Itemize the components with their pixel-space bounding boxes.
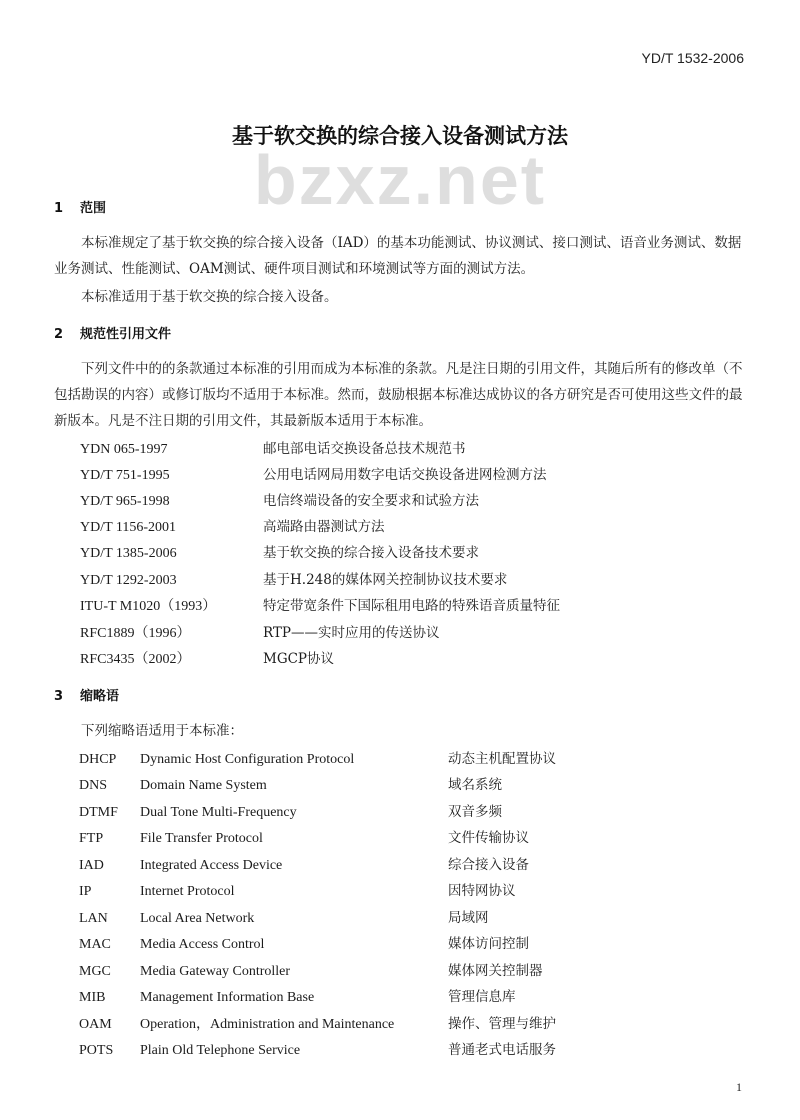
section-title: 规范性引用文件 — [80, 327, 172, 342]
reference-row: YD/T 1156-2001 高端路由器测试方法 — [80, 519, 385, 535]
section-heading-abbreviations — [54, 685, 119, 704]
abbreviation-row: MGC Media Gateway Controller 媒体网关控制器 — [79, 963, 543, 979]
abbreviation-row: DTMF Dual Tone Multi-Frequency 双音多频 — [79, 804, 502, 820]
page-number: 1 — [736, 1080, 742, 1094]
page-title: 基于软交换的综合接入设备测试方法 — [232, 124, 568, 148]
abbreviation-row: DHCP Dynamic Host Configuration Protocol 动态主机配置协议 — [79, 751, 556, 767]
reference-row: RFC3435（2002） MGCP协议 — [80, 651, 335, 667]
section-title: 范围 — [80, 201, 107, 216]
abbreviation-row: MAC Media Access Control 媒体访问控制 — [79, 936, 529, 952]
abbreviations-intro: 下列缩略语适用于本标准： — [81, 723, 243, 739]
watermark: bzxz.net — [253, 141, 547, 219]
references-intro: 下列文件中的的条款通过本标准的引用而成为本标准的条款。凡是注日期的引用文件，其随后所有的修改单（不包括勘误的内容）或修订版均不适用于本标准。然而，鼓励根据本标准达成协议的各方研究是否可使用这些文件的最新版本。凡是不注日期的引用文件，其最新版本适用于本标准。 — [54, 361, 743, 429]
abbreviation-row: FTP File Transfer Protocol 文件传输协议 — [79, 830, 529, 846]
scope-paragraph-1: 本标准规定了基于软交换的综合接入设备（IAD）的基本功能测试、协议测试、接口测试、语音业务测试、数据业务测试、性能测试、OAM测试、硬件项目测试和环境测试等方面的测试方法。 — [54, 235, 742, 277]
abbreviation-row: IP Internet Protocol 因特网协议 — [79, 883, 516, 899]
section-heading-references — [54, 323, 171, 342]
doc-code: YD/T 1532-2006 — [641, 50, 744, 66]
section-number: 3 — [54, 689, 64, 704]
section-number: 1 — [54, 201, 64, 216]
abbreviation-row: DNS Domain Name System 域名系统 — [79, 777, 502, 793]
reference-row: YD/T 965-1998 电信终端设备的安全要求和试验方法 — [80, 493, 479, 509]
section-number: 2 — [54, 327, 64, 342]
abbreviation-row: OAM Operation，Administration and Maintenance 操作、管理与维护 — [79, 1016, 556, 1032]
abbreviation-row: MIB Management Information Base 管理信息库 — [79, 989, 516, 1005]
reference-row: YD/T 751-1995 公用电话网局用数字电话交换设备进网检测方法 — [80, 467, 547, 483]
reference-row: ITU-T M1020（1993） 特定带宽条件下国际租用电路的特殊语音质量特征 — [80, 598, 560, 614]
abbreviation-row: LAN Local Area Network 局域网 — [79, 910, 489, 926]
abbreviation-row: POTS Plain Old Telephone Service 普通老式电话服务 — [79, 1042, 556, 1058]
scope-paragraph-2: 本标准适用于基于软交换的综合接入设备。 — [81, 289, 338, 305]
reference-row: YDN 065-1997 邮电部电话交换设备总技术规范书 — [80, 441, 466, 457]
reference-row: YD/T 1385-2006 基于软交换的综合接入设备技术要求 — [80, 545, 479, 561]
section-title: 缩略语 — [80, 689, 120, 704]
reference-row: YD/T 1292-2003 基于H.248的媒体网关控制协议技术要求 — [80, 572, 508, 588]
section-heading-scope — [54, 197, 106, 216]
reference-row: RFC1889（1996） RTP——实时应用的传送协议 — [80, 625, 440, 641]
abbreviation-row: IAD Integrated Access Device 综合接入设备 — [79, 857, 529, 873]
